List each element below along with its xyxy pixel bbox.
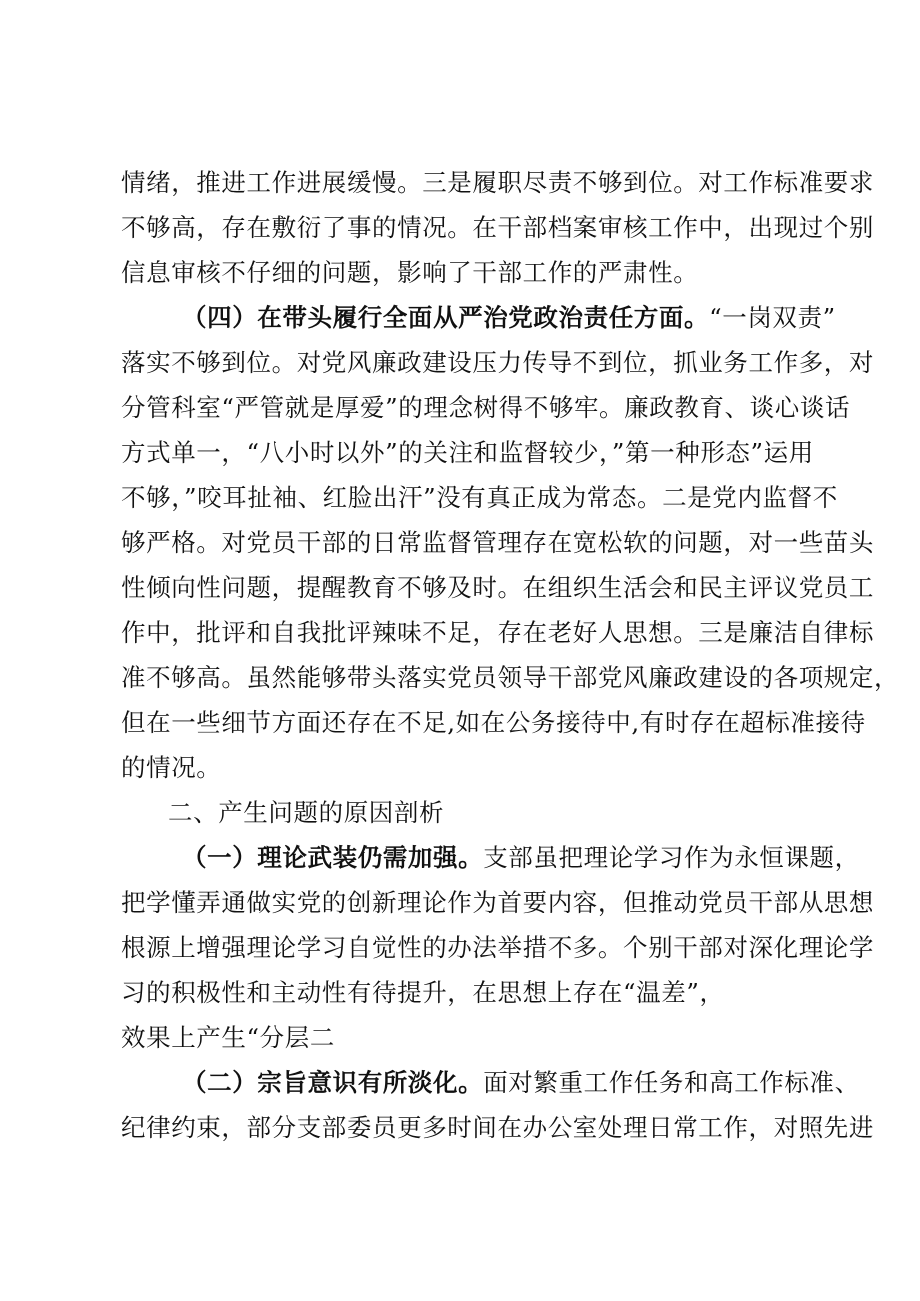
paragraph-first-line bbox=[182, 843, 882, 873]
text-line: 够严格。对党员干部的日常监督管理存在宽松软的问题，对一些苗头 bbox=[121, 528, 874, 557]
paragraph-first-line bbox=[182, 303, 882, 333]
text-line: 习的积极性和主动性有待提升，在思想上存在“温差”， bbox=[121, 978, 725, 1007]
text-line: 效果上产生“分层二 bbox=[121, 1023, 335, 1052]
text-line: 情绪，推进工作进展缓慢。三是履职尽责不够到位。对工作标准要求 bbox=[121, 168, 874, 197]
paragraph-text: 面对繁重工作任务和高工作标准、 bbox=[483, 1068, 860, 1097]
paragraph-text: 支部虽把理论学习作为永恒课题， bbox=[483, 843, 860, 872]
paragraph-heading: （二）宗旨意识有所淡化。 bbox=[182, 1068, 484, 1097]
paragraph-heading: （一）理论武装仍需加强。 bbox=[182, 843, 484, 872]
text-line: 的情况。 bbox=[121, 753, 222, 782]
text-line: 信息审核不仔细的问题，影响了干部工作的严肃性。 bbox=[121, 258, 699, 287]
text-line: 不够，”咬耳扯袖、红脸出汗”没有真正成为常态。二是党内监督不 bbox=[121, 483, 838, 512]
section-heading: 二、产生问题的原因剖析 bbox=[168, 798, 445, 827]
text-line: 作中，批评和自我批评辣味不足，存在老好人思想。三是廉洁自律标 bbox=[121, 618, 874, 647]
paragraph-text: “一岗双责” bbox=[709, 303, 836, 332]
text-line: 性倾向性问题，提醒教育不够及时。在组织生活会和民主评议党员工 bbox=[121, 573, 874, 602]
text-line: 落实不够到位。对党风廉政建设压力传导不到位，抓业务工作多，对 bbox=[121, 348, 874, 377]
text-line: 分管科室“严管就是厚爱”的理念树得不够牢。廉政教育、谈心谈话 bbox=[121, 393, 851, 422]
text-line: 根源上增强理论学习自觉性的办法举措不多。个别干部对深化理论学 bbox=[121, 933, 874, 962]
text-line: 把学懂弄通做实党的创新理论作为首要内容，但推动党员干部从思想 bbox=[121, 888, 874, 917]
text-line: 但在一些细节方面还存在不足,如在公务接待中,有时存在超标准接待 bbox=[121, 708, 866, 737]
text-line: 方式单一，“八小时以外”的关注和监督较少，”第一种形态”运用 bbox=[121, 438, 814, 467]
text-line: 纪律约束，部分支部委员更多时间在办公室处理日常工作，对照先进 bbox=[121, 1113, 874, 1142]
paragraph-heading: （四）在带头履行全面从严治党政治责任方面。 bbox=[182, 303, 710, 332]
text-line: 准不够高。虽然能够带头落实党员领导干部党风廉政建设的各项规定， bbox=[121, 663, 900, 692]
text-line: 不够高，存在敷衍了事的情况。在干部档案审核工作中，出现过个别 bbox=[121, 213, 874, 242]
paragraph-first-line bbox=[182, 1068, 882, 1098]
